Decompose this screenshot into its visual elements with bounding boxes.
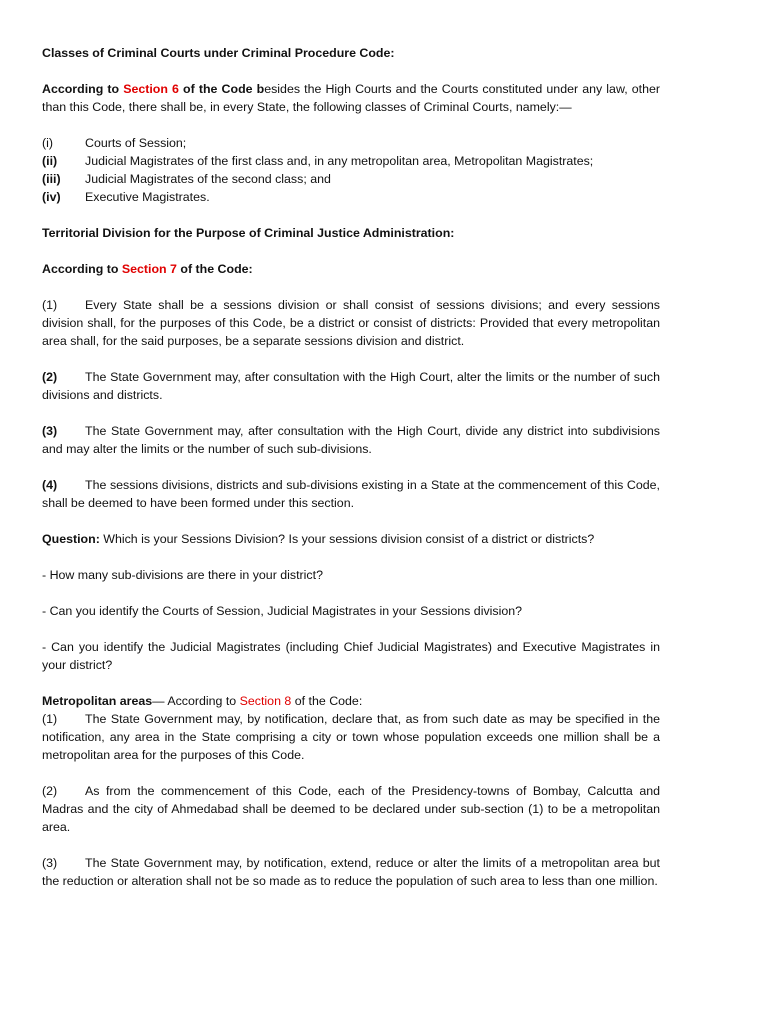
item-text: As from the commencement of this Code, each of the Presidency-towns of Bombay, Calcutta and Madras and the city of Ahmedabad shall be deemed to be declared under sub-section (1) to be a metropolitan area. [42, 784, 660, 834]
item-text: The State Government may, by notification, extend, reduce or alter the limits of a metropolitan area but the reduction or alteration shall not be so made as to reduce the population of such area to less than one million. [42, 856, 660, 888]
heading-territorial-division: Territorial Division for the Purpose of Criminal Justice Administration: [42, 226, 455, 240]
s8-item [42, 854, 660, 890]
item-text: The State Government may, by notification, declare that, as from such date as may be specified in the notification, any area in the State comprising a city or town whose population exceeds one million shall be a metropolitan area for the purposes of this Code. [42, 712, 660, 762]
list-text: Judicial Magistrates of the first class and, in any metropolitan area, Metropolitan Magistrates; [85, 154, 594, 168]
list-text: Courts of Session; [85, 136, 187, 150]
intro-suffix: of the Code: [176, 262, 253, 276]
question-line: - How many sub-divisions are there in your district? [42, 568, 323, 582]
metro-suffix: of the Code: [291, 694, 363, 708]
list-number: (ii) [42, 154, 58, 168]
s7-item [42, 476, 660, 512]
s8-item [42, 782, 660, 836]
question-text: Which is your Sessions Division? Is your sessions division consist of a district or districts? [99, 532, 595, 546]
question-line: - Can you identify the Courts of Session, Judicial Magistrates in your Sessions division? [42, 604, 523, 618]
item-text: The State Government may, after consultation with the High Court, alter the limits or the number of such divisions and districts. [42, 370, 660, 402]
item-number: (4) [42, 478, 58, 492]
list-text: Judicial Magistrates of the second class; and [85, 172, 331, 186]
s8-item [42, 710, 660, 764]
s7-item [42, 368, 660, 404]
para-bold-rest: of the Code b [178, 82, 265, 96]
para-prefix: According to [42, 82, 124, 96]
item-number: (2) [42, 370, 58, 384]
question-paragraph [42, 530, 660, 548]
item-text: The State Government may, after consultation with the High Court, divide any district into subdivisions and may alter the limits or the number of such sub-divisions. [42, 424, 660, 456]
courts-list [42, 134, 660, 206]
question-line: - Can you identify the Judicial Magistrates (including Chief Judicial Magistrates) and Executive Magistrates in your district? [42, 640, 660, 672]
s7-item [42, 296, 660, 350]
section-6-link: Section 6 [123, 82, 179, 96]
metropolitan-intro [42, 692, 660, 710]
item-number: (2) [42, 784, 58, 798]
item-number: (1) [42, 712, 58, 726]
document-body [42, 44, 660, 890]
item-text: The sessions divisions, districts and sub-divisions existing in a State at the commencement of this Code, shall be deemed to have been formed under this section. [42, 478, 660, 510]
list-text: Executive Magistrates. [85, 190, 210, 204]
metropolitan-label: Metropolitan areas [42, 694, 153, 708]
metro-dash: — According to [152, 694, 240, 708]
list-item [42, 170, 660, 188]
section-8-link: Section 8 [239, 694, 292, 708]
list-number: (iv) [42, 190, 61, 204]
list-item [42, 188, 660, 206]
item-number: (3) [42, 856, 58, 870]
section-7-link: Section 7 [121, 262, 177, 276]
question-label: Question: [42, 532, 100, 546]
list-number: (i) [42, 136, 54, 150]
list-item [42, 134, 660, 152]
s7-item [42, 422, 660, 458]
section-7-intro [42, 260, 660, 278]
item-number: (3) [42, 424, 58, 438]
item-text: Every State shall be a sessions division or shall consist of sessions divisions; and every sessions division shall, for the purposes of this Code, be a district or consist of districts: Provided that every metropolitan area shall, for the said purposes, be a separate sessions division and district. [42, 298, 660, 348]
section-6-paragraph [42, 80, 660, 116]
list-number: (iii) [42, 172, 61, 186]
heading-criminal-courts: Classes of Criminal Courts under Criminal Procedure Code: [42, 46, 395, 60]
item-number: (1) [42, 298, 58, 312]
para-rest: esides the High Courts and the Courts constituted under any law, other than this Code, there shall be, in every State, the following classes of Criminal Courts, namely:— [42, 82, 660, 114]
intro-prefix: According to [42, 262, 122, 276]
list-item [42, 152, 660, 170]
